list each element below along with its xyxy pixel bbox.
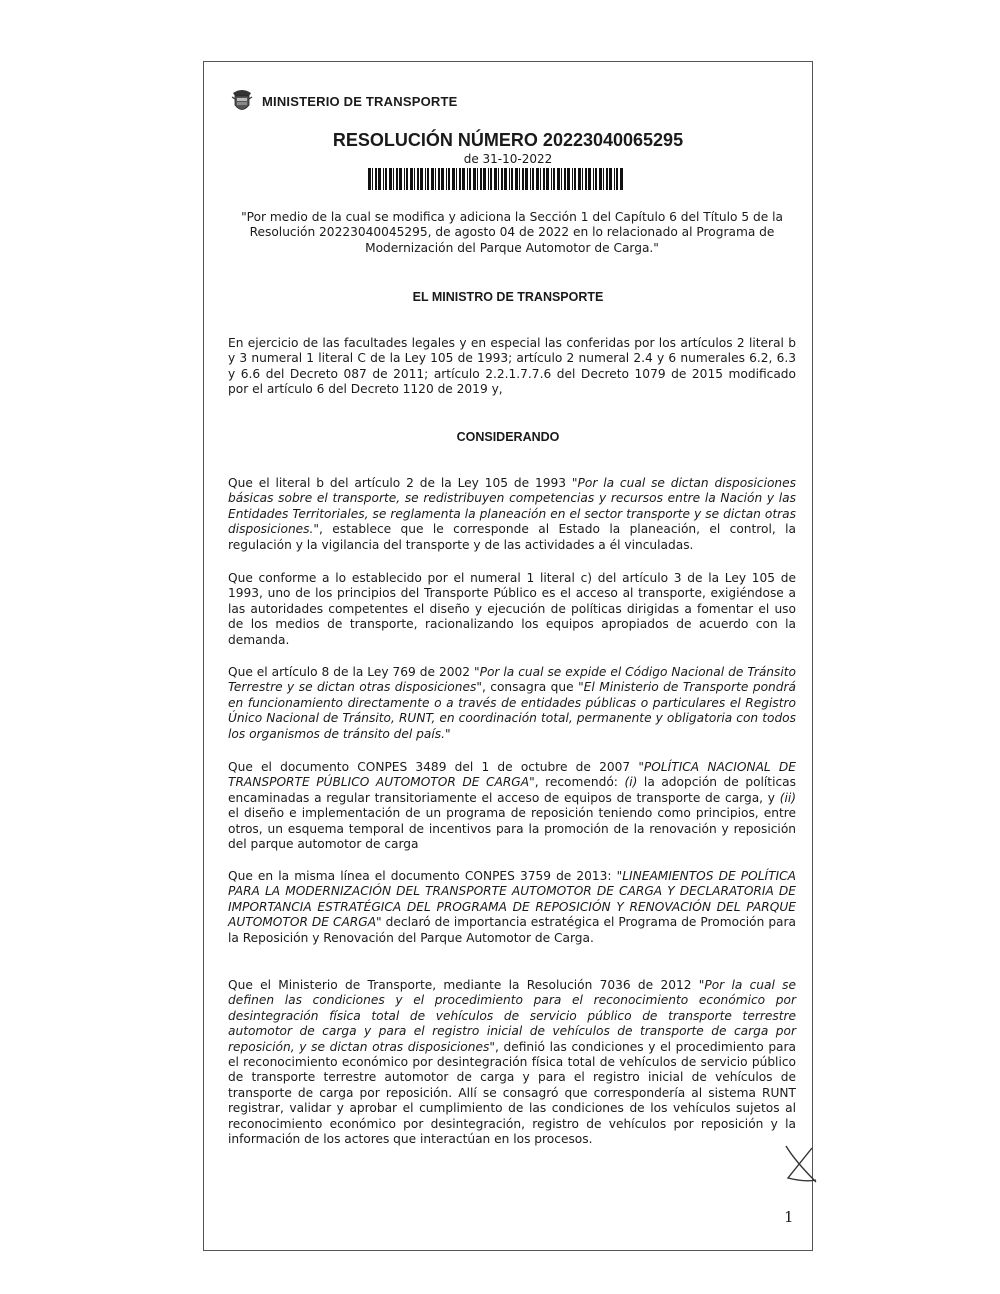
powers-paragraph: En ejercicio de las facultades legales y en especial las conferidas por los artículos 2 literal b y 3 numeral 1 literal C de la Ley 105 de 1993; artículo 2 numeral 2.4 y 6 numerales 6.2, 6.3 y 6.6 del Decreto 087 de 2011; artículo 2.2.1.7.7.6 del Decreto 1079 de 2015 modificado por el artículo 6 del Decreto 1120 de 2019 y, bbox=[228, 336, 796, 397]
document-header bbox=[230, 86, 457, 116]
paragraph-3: Que el artículo 8 de la Ley 769 de 2002 "Por la cual se expide el Código Nacional de Tránsito Terrestre y se dictan otras disposiciones", consagra que "El Ministerio de Transporte pondrá en funcionamiento directamente o a través de entidades públicas o particulares el Registro Único Nacional de Tránsito, RUNT, en coordinación total, permanente y obligatoria con todos los organismos de tránsito del país." bbox=[228, 665, 796, 741]
resolution-title: RESOLUCIÓN NÚMERO 20223040065295 bbox=[332, 130, 684, 150]
paragraph-6: Que el Ministerio de Transporte, mediante la Resolución 7036 de 2012 "Por la cual se definen las condiciones y el procedimiento para el reconocimiento económico por desintegración física total de vehículos de servicio público de transporte terrestre automotor de carga y para el registro inicial de vehículos de transporte de carga por reposición, y se dictan otras disposiciones", definió las condiciones y el procedimiento para el reconocimiento económico por desintegración física total de vehículos de servicio público de transporte terrestre automotor de carga y para el registro inicial de vehículos de transporte de carga por reposición. Allí se consagró que correspondería al sistema RUNT registrar, validar y aprobar el cumplimiento de las condiciones de los vehículos sujetos al reconocimiento económico por desintegración, registro de vehículos por reposición y la información de los actores que interactúan en los procesos. bbox=[228, 978, 796, 1147]
considerando-heading: CONSIDERANDO bbox=[456, 430, 560, 444]
paragraph-1: Que el literal b del artículo 2 de la Ley 105 de 1993 "Por la cual se dictan disposiciones básicas sobre el transporte, se redistribuyen competencias y recursos entre la Nación y las Entidades Territoriales, se reglamenta la planeación en el sector transporte y se dictan otras disposiciones.", establece que le corresponde al Estado la planeación, el control, la regulación y la vigilancia del transporte y de las actividades a él vinculadas. bbox=[228, 476, 796, 552]
minister-heading: EL MINISTRO DE TRANSPORTE bbox=[412, 290, 604, 304]
coat-of-arms-icon bbox=[230, 87, 254, 115]
paragraph-2: Que conforme a lo establecido por el numeral 1 literal c) del artículo 3 de la Ley 105 de 1993, uno de los principios del Transporte Público es el acceso al transporte, exigiéndose a las autoridades competentes el diseño y ejecución de políticas dirigidas a fomentar el uso de los medios de transporte, racionalizando los equipos apropiados de acuerdo con la demanda. bbox=[228, 571, 796, 647]
ministry-name: MINISTERIO DE TRANSPORTE bbox=[262, 93, 458, 109]
paragraph-5: Que en la misma línea el documento CONPES 3759 de 2013: "LINEAMIENTOS DE POLÍTICA PARA LA MODERNIZACIÓN DEL TRANSPORTE AUTOMOTOR DE CARGA Y DECLARATORIA DE IMPORTANCIA ESTRATÉGICA DEL PROGRAMA DE REPOSICIÓN Y RENOVACIÓN DEL PARQUE AUTOMOTOR DE CARGA" declaró de importancia estratégica el Programa de Promoción para la Reposición y Renovación del Parque Automotor de Carga. bbox=[228, 869, 797, 945]
signature-mark bbox=[782, 1138, 822, 1188]
resolution-date: de 31-10-2022 bbox=[463, 152, 553, 166]
paragraph-4: Que el documento CONPES 3489 del 1 de octubre de 2007 "POLÍTICA NACIONAL DE TRANSPORTE PÚBLICO AUTOMOTOR DE CARGA", recomendó: (i) la adopción de políticas encaminadas a regular transitoriamente el acceso de equipos de transporte de carga, y (ii) el diseño e implementación de un programa de reposición teniendo como principios, entre otros, un esquema temporal de incentivos para la promoción de la renovación y reposición del parque automotor de carga bbox=[228, 760, 796, 852]
resolution-subject: "Por medio de la cual se modifica y adiciona la Sección 1 del Capítulo 6 del Título 5 de la Resolución 20223040045295, de agosto 04 de 2022 en lo relacionado al Programa de Modernización del Parque Automotor de Carga." bbox=[241, 210, 783, 255]
page-number: 1 bbox=[784, 1208, 794, 1226]
barcode-icon bbox=[368, 168, 624, 190]
